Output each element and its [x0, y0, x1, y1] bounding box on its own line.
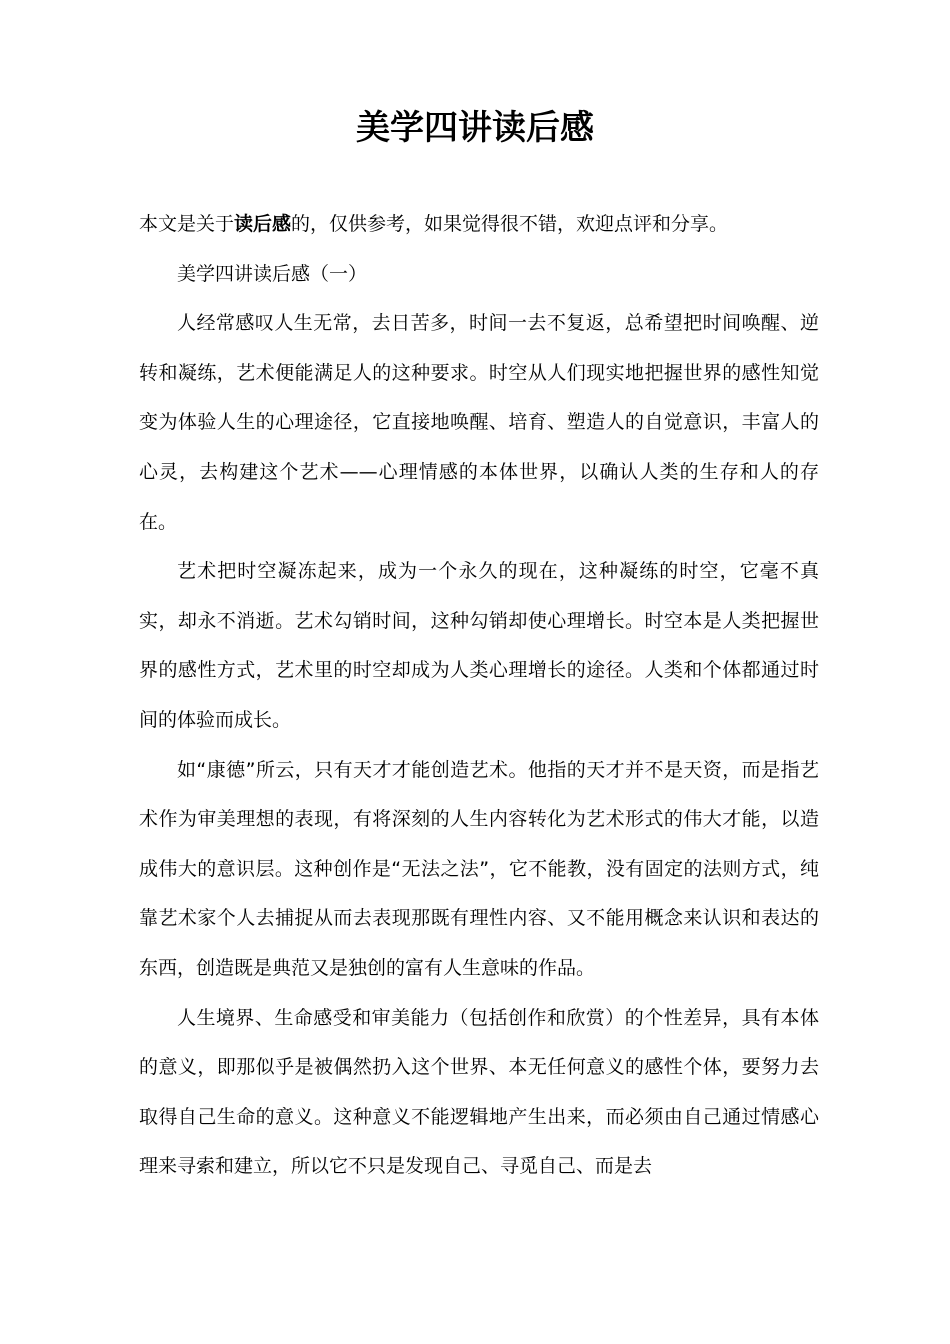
paragraph-1: 人经常感叹人生无常，去日苦多，时间一去不复返，总希望把时间唤醒、逆转和凝练，艺术便能满足人的这种要求。时空从人们现实地把握世界的感性知觉变为体验人生的心理途径，它直接地唤醒、培育、塑造人的自觉意识，丰富人的心灵，去构建这个艺术——心理情感的本体世界，以确认人类的生存和人的存在。: [139, 312, 819, 533]
intro-paragraph: [139, 200, 819, 250]
section-heading: 美学四讲读后感（一）: [177, 262, 368, 285]
document-body: [139, 200, 819, 1192]
paragraph-3: 如“康德”所云，只有天才才能创造艺术。他指的天才并不是天资，而是指艺术作为审美理想的表现，有将深刻的人生内容转化为艺术形式的伟大才能，以造成伟大的意识层。这种创作是“无法之法”，它不能教，没有固定的法则方式，纯靠艺术家个人去捕捉从而去表现那既有理性内容、又不能用概念来认识和表达的东西，创造既是典范又是独创的富有人生意味的作品。: [139, 758, 819, 979]
intro-suffix: 的，仅供参考，如果觉得很不错，欢迎点评和分享。: [291, 213, 729, 235]
intro-prefix: 本文是关于: [139, 213, 235, 235]
paragraph-2: 艺术把时空凝冻起来，成为一个永久的现在，这种凝练的时空，它毫不真实，却永不消逝。艺术勾销时间，这种勾销却使心理增长。时空本是人类把握世界的感性方式，艺术里的时空却成为人类心理增长的途径。人类和个体都通过时间的体验而成长。: [139, 560, 819, 731]
paragraph-4: 人生境界、生命感受和审美能力（包括创作和欣赏）的个性差异，具有本体的意义，即那似乎是被偶然扔入这个世界、本无任何意义的感性个体，要努力去取得自己生命的意义。这种意义不能逻辑地产生出来，而必须由自己通过情感心理来寻索和建立，所以它不只是发现自己、寻觅自己、而是去: [139, 1006, 819, 1178]
intro-keyword: 读后感: [234, 213, 292, 235]
document-title: 美学四讲读后感: [356, 108, 594, 148]
